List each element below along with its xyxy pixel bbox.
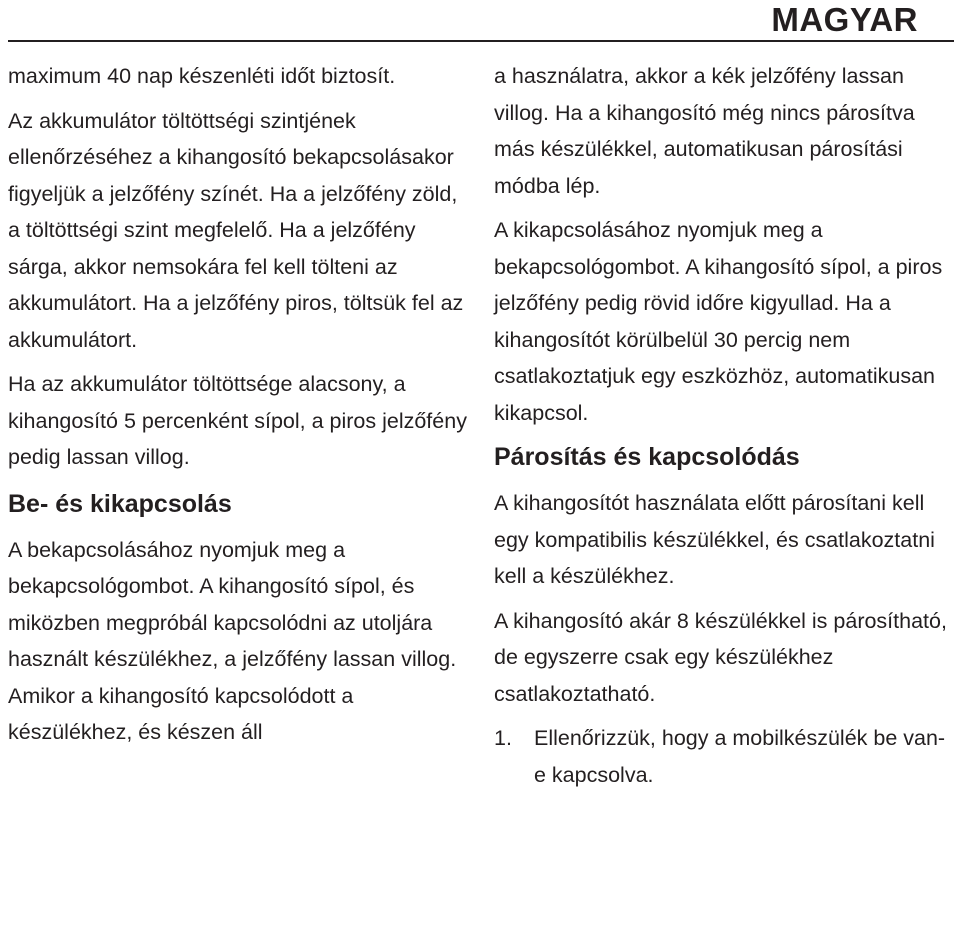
header-rule [8, 40, 954, 42]
left-paragraph-switch-on: A bekapcsolásához nyomjuk meg a bekapcsológombot. A kihangosító sípol, és miközben megpróbál kapcsolódni az utoljára használt készülékhez, a jelzőfény lassan villog. Amikor a kihangosító kapcsolódott a készülékhez, és készen áll [8, 537, 457, 744]
left-paragraph-battery-check: Az akkumulátor töltöttségi szintjének ellenőrzéséhez a kihangosító bekapcsolásakor figyeljük a jelzőfény színét. Ha a jelzőfény zöld, a töltöttségi szint megfelelő. Ha a jelzőfény sárga, akkor nemsokára fel kell tölteni az akkumulátort. Ha a jelzőfény piros, töltsük fel az akkumulátort. [8, 108, 464, 352]
list-item-number: 1. [494, 726, 512, 750]
right-paragraph-pairing-intro: A kihangosítót használata előtt párosítani kell egy kompatibilis készülékkel, és csatlakoztatni kell a készülékhez. [494, 491, 935, 588]
section-heading-pairing: Párosítás és kapcsolódás [494, 443, 800, 471]
list-item-text: Ellenőrizzük, hogy a mobilkészülék be van-e kapcsolva. [534, 726, 946, 787]
left-paragraph-low-battery: Ha az akkumulátor töltöttsége alacsony, a kihangosító 5 percenként sípol, a piros jelzőfény pedig lassan villog. [8, 372, 467, 469]
section-heading-power: Be- és kikapcsolás [8, 489, 232, 518]
left-paragraph-standby: maximum 40 nap készenléti időt biztosít. [8, 64, 396, 88]
language-header: MAGYAR [771, 1, 918, 38]
right-column [494, 58, 954, 793]
left-column [8, 58, 468, 759]
right-paragraph-switch-off: A kikapcsolásához nyomjuk meg a bekapcsológombot. A kihangosító sípol, a piros jelzőfény pedig rövid időre kigyullad. Ha a kihangosítót körülbelül 30 percig nem csatlakoztatjuk egy eszközhöz, automatikusan kikapcsol. [494, 218, 943, 425]
right-paragraph-ready: a használatra, akkor a kék jelzőfény lassan villog. Ha a kihangosító még nincs párosítva más készülékkel, automatikusan párosítási módba lép. [494, 64, 915, 198]
numbered-list-item [494, 720, 954, 793]
right-paragraph-pairing-limit: A kihangosító akár 8 készülékkel is párosítható, de egyszerre csak egy készülékhez csatlakoztatható. [494, 608, 947, 706]
